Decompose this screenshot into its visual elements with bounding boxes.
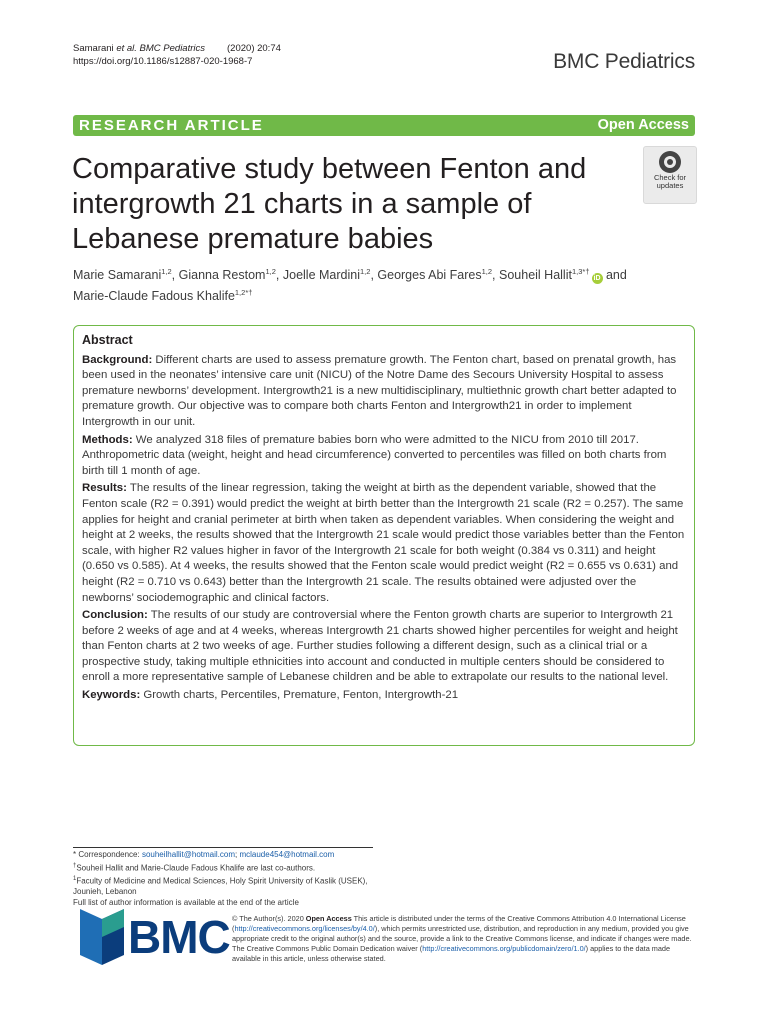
open-access-label: Open Access [597, 117, 689, 133]
bmc-logo [80, 909, 230, 965]
article-title: Comparative study between Fenton and intergrowth 21 charts in a sample of Lebanese premature babies [72, 153, 587, 255]
footnotes [73, 850, 383, 908]
doi-link[interactable]: https://doi.org/10.1186/s12887-020-1968-7 [73, 56, 253, 67]
email-link[interactable]: souheilhallit@hotmail.com [141, 850, 235, 859]
full-author-info-note: Full list of author information is available at the end of the article [73, 897, 299, 907]
article-type: RESEARCH ARTICLE [79, 117, 264, 134]
abstract-heading: Abstract [82, 333, 133, 347]
orcid-icon[interactable]: iD [593, 275, 601, 283]
author-affiliation-sup: 1,2*† [234, 288, 253, 298]
journal-name: BMC Pediatrics [553, 50, 695, 73]
license-link[interactable]: http://creativecommons.org/licenses/by/4.0/ [234, 924, 375, 934]
bmc-logo-icon [80, 909, 124, 965]
affiliation: $^1$Faculty of Medicine and Medical Sciences, Holy Spirit University of Kaslik (USEK), Jounieh, Lebanon [73, 875, 368, 897]
author-name: Joelle Mardini [282, 268, 360, 283]
footnote-divider [73, 847, 373, 848]
citation-header [73, 42, 281, 68]
crossmark-icon [659, 151, 681, 173]
bmc-logo-text: BMC [128, 911, 230, 963]
citation-authors: Samarani [73, 43, 117, 54]
abstract-conclusion: Conclusion: The results of our study are controversial where the Fenton growth charts are superior to Intergrowth 21 before 2 weeks of age and at 4 weeks, whereas Intergrowth 21 charts showed higher percentiles for weight and height than Fenton charts at 2 two weeks of age. Further studies following a different design, such as a clinical trial or a prospective study, taking multiple ethnicities into account and conducted in multiple centers should be considered to enroll a more representative sample of Lebanese children and be able to extrapolate our results to the national level. [82, 609, 678, 684]
author-affiliation-sup: 1,3*† [571, 267, 590, 276]
author-name: Marie-Claude Fadous Khalife [73, 289, 235, 304]
email-link[interactable]: mclaude454@hotmail.com [239, 850, 335, 859]
abstract-results: Results: The results of the linear regression, taking the weight at birth as the dependent variable, showed that the Fenton scale (R2 = 0.391) would predict the weight at birth better than the Intergrowth 21 scale (R2 = 0.257). The same applies for height and cranial perimeter at birth when taken as dependent variables. When considering the weight and height at 2 weeks, the results showed that the Intergrowth 21 scale would predict those variables better than the Fenton scale, with higher R2 values higher in favor of the Intergrowth 21 scale for both weight (0.384 vs 0.311) and height (0.650 vs 0.585). At 4 weeks, the results showed that the Fenton scale would predict weight (R2 = 0.655 vs 0.631) and height (R2 = 0.710 vs 0.643) better than the Intergrowth 21 scale. The results obtained were adjusted over the newborns’ sociodemographic and clinical factors. [82, 482, 685, 604]
public-domain-link[interactable]: http://creativecommons.org/publicdomain/zero/1.0/ [422, 944, 586, 954]
author-affiliation-sup: 1,2 [265, 267, 276, 276]
author-affiliation-sup: 1,2 [481, 267, 493, 276]
author-name: Marie Samarani [73, 268, 162, 283]
co-author-note: †Souheil Hallit and Marie-Claude Fadous Khalife are last co-authors. [73, 862, 316, 873]
check-updates-line1: Check for [653, 173, 687, 182]
check-updates-line2: updates [656, 181, 684, 190]
author-name: Gianna Restom [178, 268, 266, 283]
citation-line [73, 42, 281, 55]
abstract-background: Background: Different charts are used to assess premature growth. The Fenton chart, based on prenatal growth, has been used in the neonates’ intensive care unit (NICU) of the Notre Dame des Secours University Hospital to assess premature newborns’ development. Intergrowth21 is a new multidisciplinary, multiethnic growth chart better adapted to premature growth. Our objective was to compare both charts Fenton and Intergrowth21 in order to implement Intergrowth in our unit. [82, 353, 677, 428]
author-affiliation-sup: 1,2 [161, 267, 172, 276]
abstract-box [73, 325, 695, 746]
correspondence: * Correspondence: souheilhallit@hotmail.com; mclaude454@hotmail.com [73, 850, 335, 859]
check-for-updates-badge[interactable] [643, 146, 697, 204]
author-affiliation-sup: 1,2 [360, 267, 371, 276]
article-type-bar [73, 115, 695, 136]
author-name: Souheil Hallit [499, 268, 572, 283]
author-name: Georges Abi Fares [377, 268, 482, 283]
citation-year-volume: (2020) 20:74 [227, 43, 281, 54]
author-list: Marie Samarani$^{1,2}$, Gianna Restom$^{1,2}$, Joelle Mardini$^{1,2}$, Georges Abi Fares$^{1,2}$, Souheil Hallit$^{1,3*\dagger}$iD and Marie-Claude Fadous Khalife$^{1,2*\dagger}$ [73, 267, 627, 304]
abstract-methods: Methods: We analyzed 318 files of premature babies born who were admitted to the NICU from 2010 till 2017. Anthropometric data (weight, height and head circumference) converted to percentiles was filled on both charts from birth till 1 month of age. [82, 433, 667, 477]
license-statement: © The Author(s). 2020 Open Access This article is distributed under the terms of the Creative Commons Attribution 4.0 International License (http://creativecommons.org/licenses/by/4.0/), which permits unrestricted use, distribution, and reproduction in any medium, provided you give appropriate credit to the original author(s) and the source, provide a link to the Creative Commons license, and indicate if changes were made. The Creative Commons Public Domain Dedication waiver (http://creativecommons.org/publicdomain/zero/1.0/) applies to the data made available in this article, unless otherwise stated. [232, 914, 692, 964]
citation-journal: et al. BMC Pediatrics [116, 43, 206, 54]
abstract-keywords: Keywords: Growth charts, Percentiles, Premature, Fenton, Intergrowth-21 [82, 689, 459, 702]
